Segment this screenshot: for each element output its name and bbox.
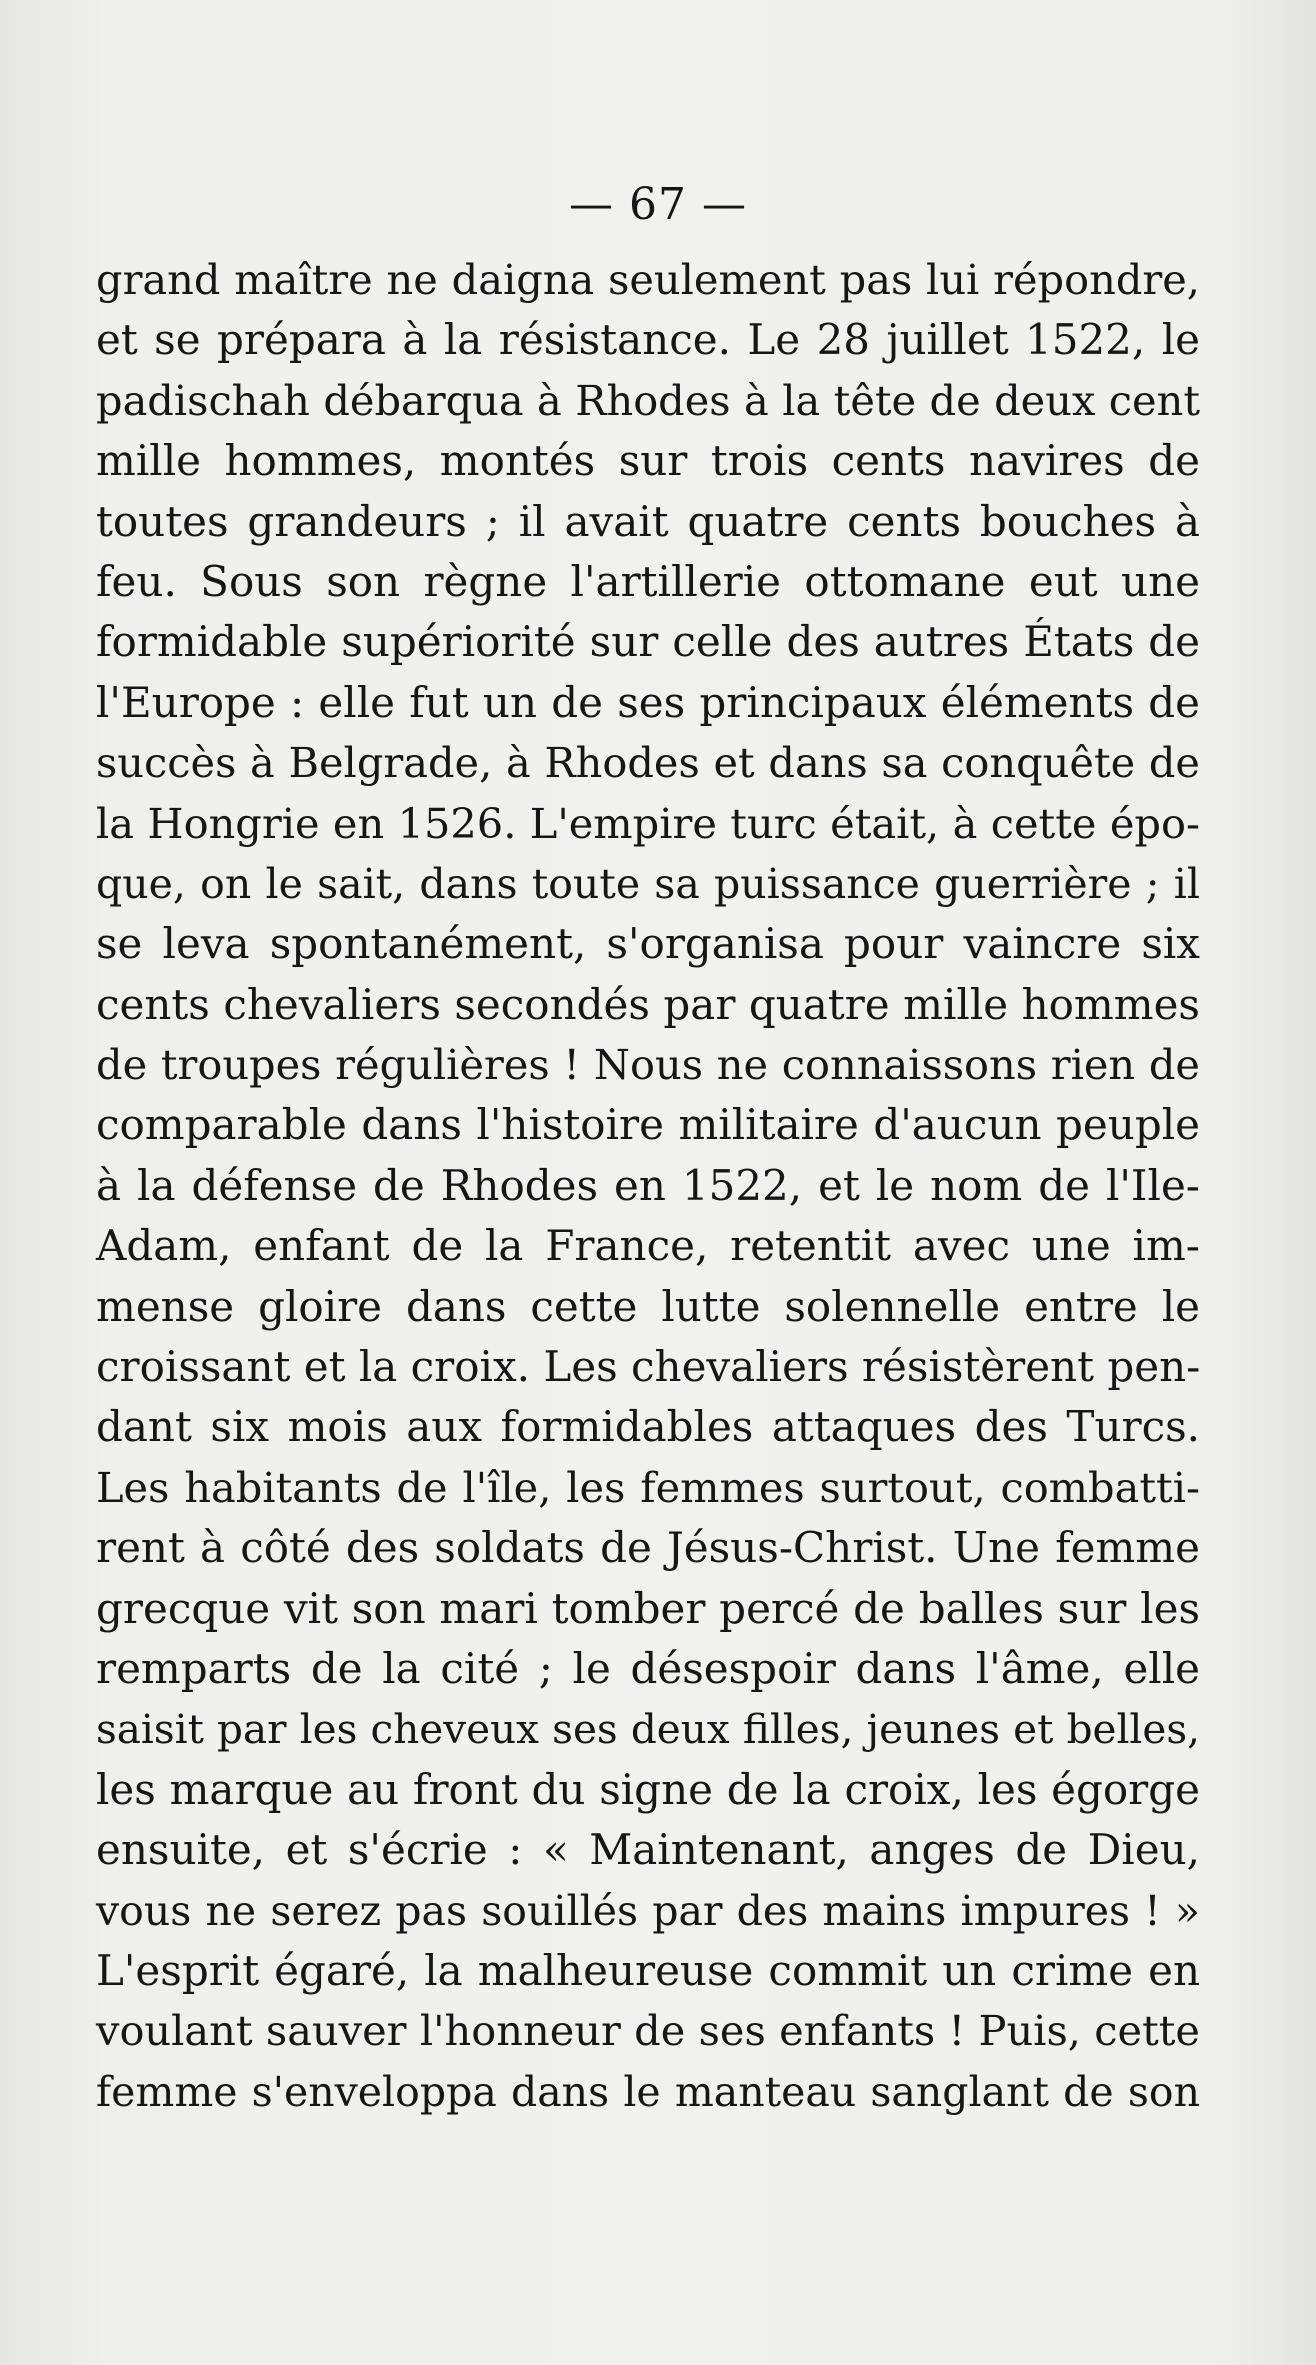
text-line: voulant sauver l'honneur de ses enfants ! Puis, cette <box>96 2006 1200 2056</box>
page-number: — 67 — <box>569 179 747 230</box>
text-line: les marque au front du signe de la croix, les égorge <box>96 1764 1200 1814</box>
text-line: toutes grandeurs ; il avait quatre cents bouches à <box>96 496 1200 546</box>
text-line: à la défense de Rhodes en 1522, et le nom de l'Ile- <box>96 1160 1200 1210</box>
text-line: comparable dans l'histoire militaire d'aucun peuple <box>96 1100 1200 1150</box>
text-line: se leva spontanément, s'organisa pour vaincre six <box>96 919 1200 969</box>
text-line: rent à côté des soldats de Jésus-Christ. Une femme <box>96 1523 1200 1573</box>
text-line: grand maître ne daigna seulement pas lui répondre, <box>96 255 1200 304</box>
text-line: saisit par les cheveux ses deux filles, jeunes et belles, <box>96 1705 1200 1754</box>
text-line: mille hommes, montés sur trois cents navires de <box>96 436 1200 486</box>
text-line: de troupes régulières ! Nous ne connaissons rien de <box>96 1040 1200 1090</box>
text-line: grecque vit son mari tomber percé de balles sur les <box>96 1583 1200 1633</box>
text-line: l'Europe : elle fut un de ses principaux éléments de <box>96 677 1200 727</box>
text-line: Adam, enfant de la France, retentit avec une im- <box>96 1221 1200 1271</box>
text-line: feu. Sous son règne l'artillerie ottomane eut une <box>96 556 1200 606</box>
text-line: femme s'enveloppa dans le manteau sanglant de son <box>96 2067 1200 2116</box>
text-line: L'esprit égaré, la malheureuse commit un crime en <box>96 1945 1200 1995</box>
text-line: Les habitants de l'île, les femmes surtout, combatti- <box>96 1462 1200 1512</box>
text-line: la Hongrie en 1526. L'empire turc était, à cette épo- <box>96 798 1200 848</box>
text-line: cents chevaliers secondés par quatre mille hommes <box>96 979 1200 1029</box>
text-line: succès à Belgrade, à Rhodes et dans sa conquête de <box>96 738 1200 788</box>
text-line: vous ne serez pas souillés par des mains impures ! » <box>96 1886 1200 1935</box>
text-line: padischah débarqua à Rhodes à la tête de deux cent <box>96 375 1200 425</box>
text-line: formidable supériorité sur celle des autres États de <box>96 617 1200 667</box>
text-line: que, on le sait, dans toute sa puissance guerrière ; il <box>96 859 1200 908</box>
body-text <box>96 250 1200 2122</box>
text-line: ensuite, et s'écrie : « Maintenant, anges de Dieu, <box>96 1825 1200 1875</box>
text-line: croissant et la croix. Les chevaliers résistèrent pen- <box>96 1342 1201 1392</box>
text-line: dant six mois aux formidables attaques des Turcs. <box>96 1402 1200 1452</box>
text-line: mense gloire dans cette lutte solennelle entre le <box>96 1281 1200 1331</box>
text-line: remparts de la cité ; le désespoir dans l'âme, elle <box>96 1643 1200 1693</box>
text-line: et se prépara à la résistance. Le 28 juillet 1522, le <box>96 315 1200 365</box>
